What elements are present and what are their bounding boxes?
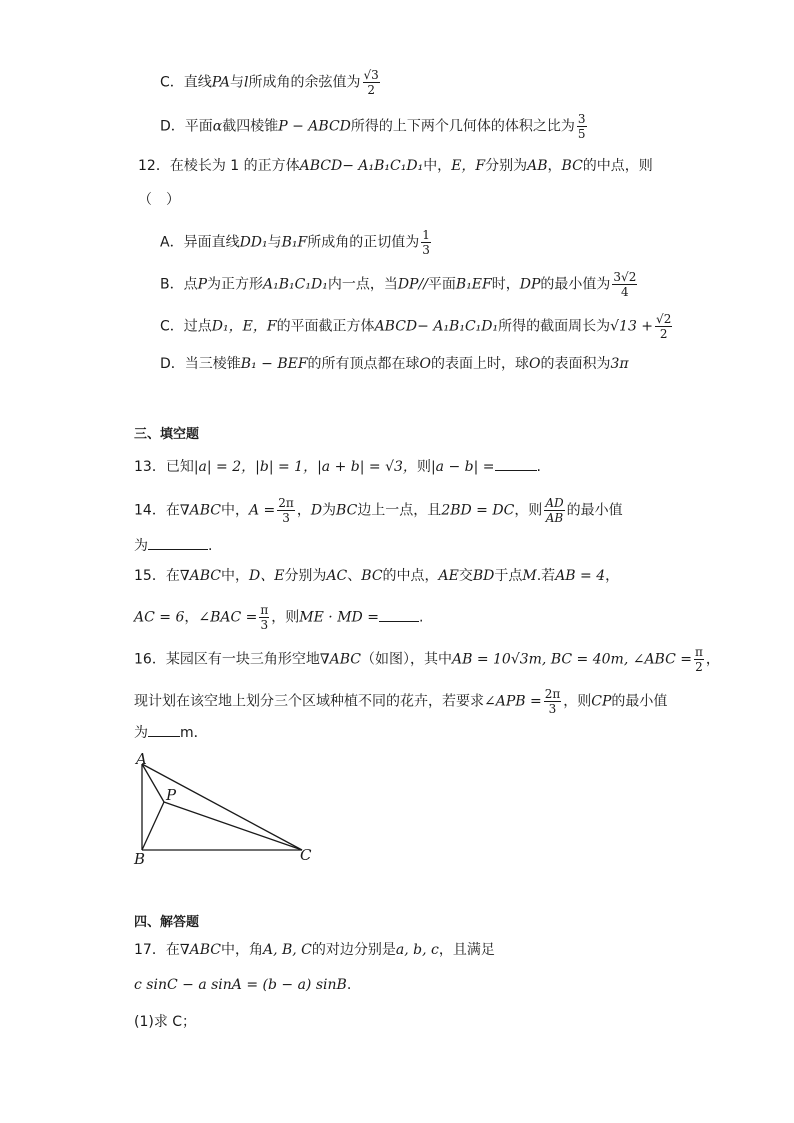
label-a: A (136, 750, 147, 768)
math: B₁F (281, 234, 308, 251)
math: |a| = 2， (193, 459, 256, 475)
fraction (363, 68, 380, 97)
text: 的最小值为 (540, 276, 611, 293)
text: 所成角的余弦值为 (248, 74, 361, 91)
text: 边上一点，且 (357, 502, 442, 519)
math: DD₁ (239, 234, 268, 251)
text: 的中点， (382, 568, 439, 584)
text: ，且满足 (438, 942, 495, 958)
answer-blank (148, 535, 208, 550)
section-title-solutions: 四、解答题 (134, 915, 200, 930)
triangle-figure (126, 750, 326, 870)
text: C．直线 (160, 74, 212, 91)
numerator: 3 (577, 112, 586, 126)
math: BC (336, 502, 358, 519)
q17-line1 (134, 940, 495, 960)
text: ，则 (514, 502, 543, 519)
text: 的最小值 (611, 693, 668, 710)
denominator: 2 (659, 327, 668, 341)
text: 中， (423, 158, 452, 174)
math: D、E (248, 568, 285, 584)
q16-line2 (134, 687, 667, 716)
math: ∇ABC (319, 651, 361, 668)
math: ABCD− A₁B₁C₁D₁ (299, 158, 424, 174)
text: 16．某园区有一块三角形空地 (134, 651, 320, 668)
text: B．点 (160, 276, 198, 293)
text: 为 (134, 538, 148, 554)
math: A₁B₁C₁D₁ (263, 276, 328, 293)
text: D．当三棱锥 (160, 356, 241, 372)
denominator: 3 (282, 511, 290, 525)
numerator: π (260, 603, 269, 617)
math: E，F (451, 158, 486, 174)
label-c: C (300, 846, 312, 864)
math: PA (211, 74, 231, 91)
fraction (577, 112, 587, 141)
text: ， (184, 609, 199, 626)
math: BD (472, 568, 495, 584)
math: B₁EF (455, 276, 492, 293)
math: DP (519, 276, 541, 293)
math: A = (248, 502, 276, 519)
math: ABCD− A₁B₁C₁D₁ (374, 318, 499, 335)
segment-pb (142, 802, 164, 850)
text: 为正方形 (207, 276, 264, 293)
math: ∇ABC (179, 568, 221, 584)
q17-equation (134, 975, 351, 995)
label-b: B (134, 850, 146, 868)
edge-ac (142, 764, 302, 850)
fraction (544, 496, 564, 525)
section-title-fill-blank: 三、填空题 (134, 427, 200, 442)
math: DP// (397, 276, 428, 293)
text: . (536, 459, 541, 475)
math: D (310, 502, 323, 519)
text: 中， (220, 502, 249, 519)
text: 、 (347, 568, 362, 584)
q11-option-d (160, 112, 589, 141)
text: 的中点，则 (582, 158, 653, 174)
label-p: P (166, 786, 177, 804)
math: ∇ABC (179, 942, 221, 958)
text: 的所有顶点都在球 (307, 356, 420, 372)
text: ， (547, 158, 562, 174)
denominator: 3 (260, 618, 269, 632)
text: 14．在 (134, 502, 180, 519)
segment-pc (164, 802, 302, 850)
math: c sinC − a sinA = (b − a) sinB (134, 977, 347, 993)
fraction (277, 496, 295, 525)
math: M (522, 568, 537, 584)
math: O (529, 356, 541, 372)
q15-line2 (134, 603, 423, 632)
text: 的最小值 (566, 502, 623, 519)
fraction (259, 603, 269, 632)
text: 15．在 (134, 568, 180, 584)
denominator: 2 (695, 660, 703, 674)
text: 分别为 (485, 158, 528, 174)
text: D．平面 (160, 118, 213, 135)
denominator: 3 (548, 702, 557, 716)
math: O (419, 356, 432, 372)
q12-option-b (160, 270, 639, 299)
q14-line2 (134, 535, 212, 556)
q12-option-a (160, 228, 433, 257)
text: 则 (416, 459, 431, 475)
text: 的表面积为 (540, 356, 611, 372)
math: CP (591, 693, 612, 710)
denominator: 5 (577, 127, 586, 141)
numerator: 3√2 (613, 270, 637, 284)
q15-line1 (134, 566, 619, 586)
answer-blank (379, 607, 419, 622)
text: 时， (491, 276, 520, 293)
fraction (612, 270, 637, 299)
text: C．过点 (160, 318, 212, 335)
denominator: 4 (621, 285, 629, 299)
math: ∠BAC = (198, 609, 258, 626)
numerator: 2π (544, 687, 561, 701)
denominator: AB (545, 511, 564, 525)
q16-line3 (134, 722, 208, 743)
math: D₁，E，F (211, 318, 277, 335)
text: 中，角 (220, 942, 263, 958)
math: A, B, C (262, 942, 312, 958)
text: 平面 (427, 276, 456, 293)
q12-option-c (160, 312, 674, 341)
numerator: √2 (656, 312, 672, 326)
numerator: π (695, 645, 703, 659)
math: AC = 6 (134, 609, 185, 626)
text: ， (605, 568, 620, 584)
text: 所成角的正切值为 (307, 234, 420, 251)
math: AC (326, 568, 348, 584)
fraction (421, 228, 431, 257)
text: 17．在 (134, 942, 180, 958)
math: P (197, 276, 208, 293)
text: 12．在棱长为 1 的正方体 (138, 158, 300, 174)
numerator: 1 (422, 228, 430, 242)
fraction (544, 687, 562, 716)
answer-blank (148, 722, 180, 737)
text: 所得的截面周长为 (498, 318, 611, 335)
math: |b| = 1， (255, 459, 318, 475)
fraction (694, 645, 704, 674)
numerator: 2π (278, 496, 294, 510)
text: 所得的上下两个几何体的体积之比为 (350, 118, 575, 135)
math: BC (361, 568, 383, 584)
math: AB = 4 (555, 568, 606, 584)
text: ， (296, 502, 311, 519)
text: 13．已知 (134, 459, 194, 475)
text: ，则 (563, 693, 592, 710)
text: ，则 (271, 609, 300, 626)
math: |a − b| = (430, 459, 495, 475)
math: 2BD = DC (441, 502, 515, 519)
text: 截四棱锥 (222, 118, 279, 135)
numerator: √3 (363, 68, 379, 82)
text: ， (705, 651, 720, 668)
text: 为 (134, 725, 148, 741)
q12-paren: （ ） (138, 192, 180, 208)
math: |a + b| = √3， (317, 459, 417, 475)
text: 于点 (494, 568, 523, 584)
math: l (244, 74, 249, 91)
text: . (346, 977, 352, 993)
text: . (208, 538, 213, 554)
text: 的对边分别是 (311, 942, 396, 958)
math: AB (527, 158, 548, 174)
denominator: 2 (367, 83, 375, 97)
math: AB = 10√3m, BC = 40m, ∠ABC = (451, 651, 692, 668)
text: . (418, 609, 424, 626)
answer-blank (495, 456, 537, 471)
numerator: AD (545, 496, 564, 510)
q12-option-d (160, 354, 629, 374)
text: 交 (458, 568, 473, 584)
text: 分别为 (284, 568, 327, 584)
math: a, b, c (395, 942, 439, 958)
q11-option-c (160, 68, 382, 97)
text: 现计划在该空地上划分三个区域种植不同的花卉，若要求 (134, 693, 484, 710)
denominator: 3 (422, 243, 430, 257)
text: 为 (322, 502, 337, 519)
math: P − ABCD (278, 118, 351, 135)
math: BC (561, 158, 583, 174)
q13 (134, 456, 541, 477)
math: ME · MD = (299, 609, 379, 626)
math: AE (438, 568, 459, 584)
q12-stem (138, 156, 653, 176)
text: 与 (230, 74, 245, 91)
text: .若 (536, 568, 556, 584)
q17-part1: (1)求 C； (134, 1014, 197, 1030)
q16-line1 (134, 645, 720, 674)
math: B₁ − BEF (240, 356, 308, 372)
text: 的表面上时，球 (431, 356, 530, 372)
math: 3π (610, 356, 629, 372)
text: m． (180, 725, 208, 741)
text: A．异面直线 (160, 234, 240, 251)
text: 与 (267, 234, 282, 251)
text: （如图），其中 (360, 651, 452, 668)
text: 内一点，当 (327, 276, 398, 293)
math: ∇ABC (179, 502, 221, 519)
q14-line1 (134, 496, 623, 525)
text: 的平面截正方体 (276, 318, 375, 335)
text: 中， (220, 568, 249, 584)
fraction (655, 312, 672, 341)
math: α (212, 118, 223, 135)
math: √13 + (610, 318, 654, 335)
math: ∠APB = (484, 693, 542, 710)
